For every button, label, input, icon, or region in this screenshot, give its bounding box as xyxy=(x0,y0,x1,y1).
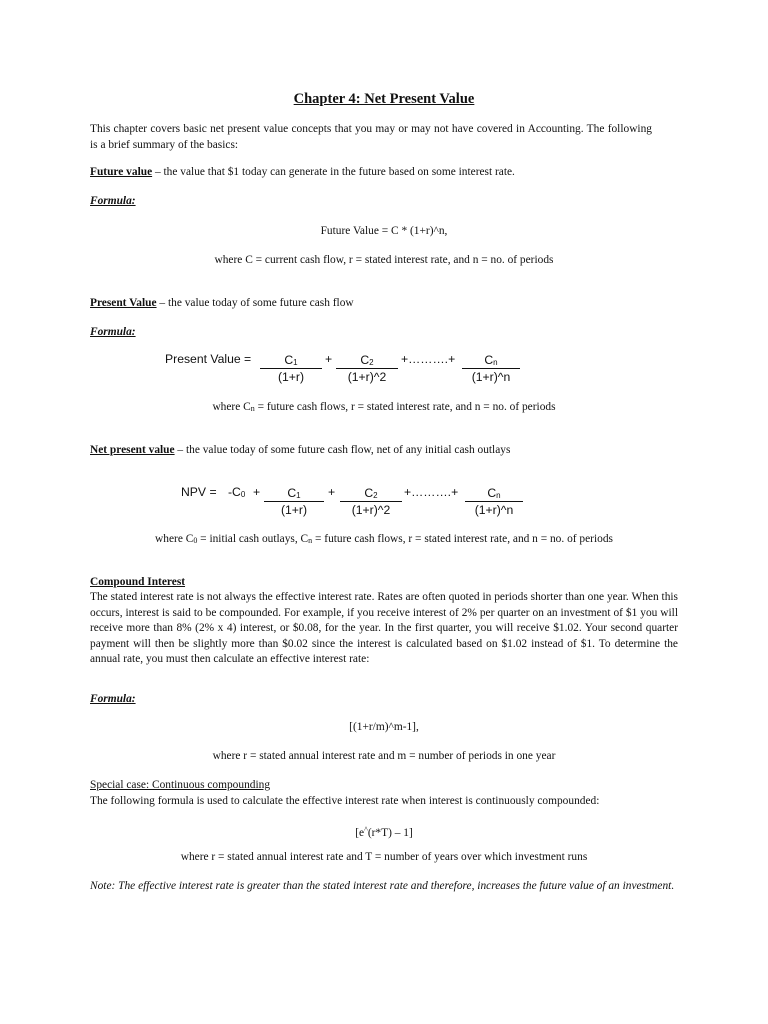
future-value-term: Future value xyxy=(90,166,153,178)
continuous-formula: [e^(r*T) – 1] xyxy=(355,825,413,839)
special-case-where: where r = stated annual interest rate and T = number of years over which investment runs xyxy=(180,851,588,863)
npv-plus-2: + xyxy=(328,485,336,499)
present-value-text: – the value today of some future cash flow xyxy=(156,297,354,309)
note-paragraph: Note: The effective interest rate is greater than the stated interest rate and therefore, increases the future value of an investment. xyxy=(90,880,675,892)
pv-term-2 xyxy=(336,352,398,385)
future-value-formula: Future Value = C * (1+r)^n, xyxy=(320,225,448,237)
pv-term-2-numerator: $C_2$ xyxy=(336,352,398,369)
pv-term-1-denominator: (1+r) xyxy=(277,370,305,384)
npv-lhs: NPV = xyxy=(181,485,217,499)
compound-formula: [(1+r/m)^m-1], xyxy=(349,721,419,733)
pv-term-1 xyxy=(260,352,322,385)
future-value-text: – the value that $1 today can generate in the future based on some interest rate. xyxy=(152,166,515,178)
future-value-where: where C = current cash flow, r = stated interest rate, and n = no. of periods xyxy=(214,254,554,266)
intro-paragraph: This chapter covers basic net present value concepts that you may or may not have covered in Accounting. The following is a brief summary of the basics: xyxy=(90,123,652,151)
npv-plus-1: + xyxy=(253,485,261,499)
page-title: Chapter 4: Net Present Value xyxy=(293,91,475,107)
pv-term-2-denominator: (1+r)^2 xyxy=(347,370,387,384)
npv-term-2 xyxy=(340,485,402,518)
npv-term-2-numerator: $C_2$ xyxy=(340,485,402,502)
special-case-paragraph: The following formula is used to calculate the effective interest rate when interest is continuously compounded: xyxy=(90,795,600,807)
compound-interest-paragraph: The stated interest rate is not always the effective interest rate. Rates are often quoted in periods shorter than one year. When this occurs, interest is said to be compounded. For example, if you receive interest of 2% per quarter on an investment of $1 you will receive more than 8% (2% x 4) interest, or $0.08, for the year. In the first quarter, you will receive $1.02. Your second quarter payment will then be slightly more than $0.02 since the interest is calculated based on $1.02 instead of $1. To determine the annual rate, you must then calculate an effective interest rate: xyxy=(90,591,678,665)
npv-term-n xyxy=(465,485,523,518)
npv-definition xyxy=(90,443,510,459)
pv-term-1-numerator: $C_1$ xyxy=(260,352,322,369)
present-value-definition xyxy=(90,296,354,312)
pv-lhs: Present Value = xyxy=(165,352,252,366)
npv-dots: +……….+ xyxy=(404,485,459,499)
npv-term-n-denominator: (1+r)^n xyxy=(474,503,514,517)
compound-formula-label: Formula: xyxy=(90,693,136,705)
npv-text: – the value today of some future cash flow, net of any initial cash outlays xyxy=(174,444,511,456)
pv-term-n-numerator: $C_n$ xyxy=(462,352,520,369)
future-value-formula-label: Formula: xyxy=(90,195,136,207)
npv-term-2-denominator: (1+r)^2 xyxy=(351,503,391,517)
pv-term-n-denominator: (1+r)^n xyxy=(471,370,511,384)
npv-term: Net present value xyxy=(90,444,175,456)
compound-where: where r = stated annual interest rate and m = number of periods in one year xyxy=(212,750,556,762)
pv-dots: +……….+ xyxy=(401,352,456,366)
special-case-heading: Special case: Continuous compounding xyxy=(90,779,271,791)
npv-c0: $-C_0$ xyxy=(228,485,246,499)
present-value-formula-label: Formula: xyxy=(90,326,136,338)
present-value-term: Present Value xyxy=(90,297,157,309)
npv-term-1-numerator: $C_1$ xyxy=(264,485,324,502)
pv-term-n xyxy=(462,352,520,385)
npv-term-1-denominator: (1+r) xyxy=(280,503,308,517)
compound-interest-heading: Compound Interest xyxy=(90,576,186,588)
present-value-where: where $C_n$ = future cash flows, r = stated interest rate, and n = no. of periods xyxy=(212,401,556,413)
npv-term-n-numerator: $C_n$ xyxy=(465,485,523,502)
future-value-definition xyxy=(90,165,515,181)
npv-term-1 xyxy=(264,485,324,518)
pv-plus: + xyxy=(325,352,333,366)
npv-where: where $C_0$ = initial cash outlays, $C_n$ = future cash flows, r = stated interest rate, and n = no. of periods xyxy=(155,533,613,545)
